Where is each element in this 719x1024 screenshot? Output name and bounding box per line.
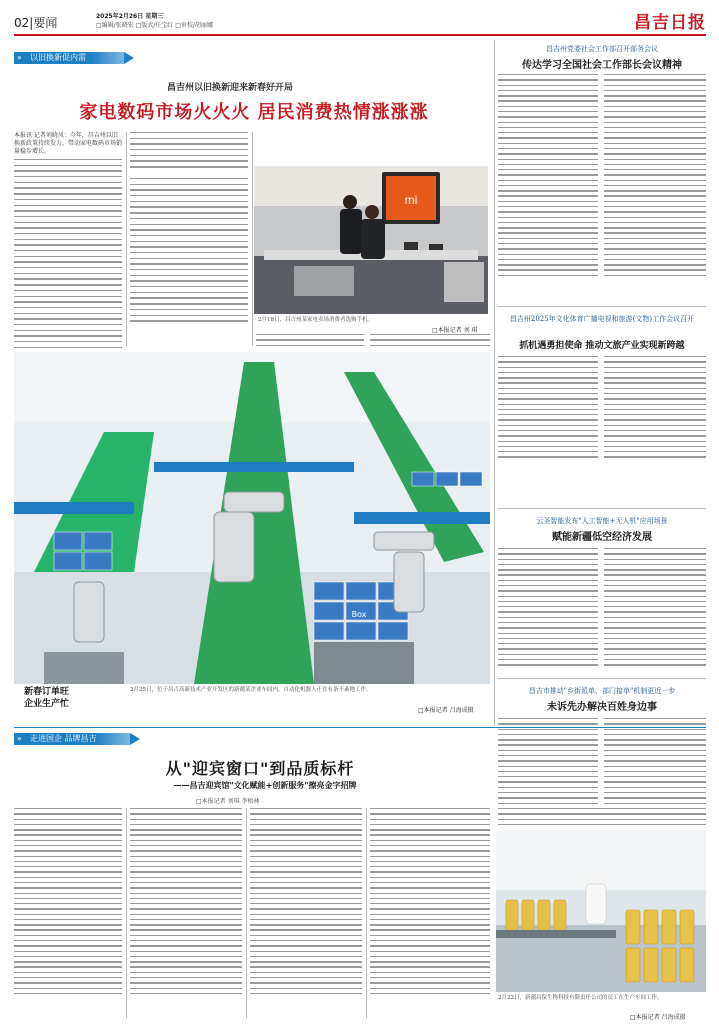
lead-paragraph: 本报讯 记者刘晓凤：今年，昌吉州以旧换新政策持续发力，带动家电数码市场销量稳步增长。 — [14, 132, 123, 155]
story1-headline: 传达学习全国社会工作部长会议精神 — [522, 60, 682, 71]
svg-text:mi: mi — [404, 193, 418, 207]
story-divider — [498, 678, 706, 679]
lead-body-text — [14, 132, 122, 358]
story2-body-col1 — [498, 356, 598, 462]
overlay-line-2: 企业生产忙 — [24, 699, 70, 709]
issue-date: 2025年2月26日 星期三 — [96, 13, 164, 20]
story4-headline: 未诉先办解决百姓身边事 — [547, 702, 657, 713]
bottling-photo — [496, 830, 706, 992]
story2-headline: 抓机遇勇担使命 推动文旅产业实现新跨越 — [519, 341, 685, 351]
story3-headline: 赋能新疆低空经济发展 — [552, 532, 652, 543]
banner-label: 以旧换新促内需 — [30, 53, 86, 62]
store-photo-caption: 2月18日，昌吉州某家电卖场消费者选购手机。 — [258, 317, 373, 323]
svg-text:Box: Box — [351, 610, 367, 619]
bottom-body-col2 — [130, 808, 242, 998]
banner-label: 走进国企 品牌昌吉 — [30, 734, 97, 743]
story3-kicker: 云圣智能发布"人工智能+无人机"应用场景 — [536, 517, 668, 525]
page-number: 02|要闻 — [14, 16, 58, 30]
store-photo — [254, 166, 488, 314]
bottling-photo-caption: 2月22日，新疆昌保生物科技有限责任公司的员工在生产车间工作。 — [498, 995, 663, 1001]
section-banner-bottom — [14, 733, 130, 745]
story1-body-col1 — [498, 74, 598, 280]
story-divider — [498, 306, 706, 307]
bottom-body-col4 — [370, 808, 490, 998]
story1-kicker: 昌吉州党委社会工作部召开部务会议 — [546, 45, 658, 53]
bottom-byline: □本报记者 刘琪 李梧林 — [196, 798, 260, 805]
store-photo-credit: □本报记者 刘 琪 — [432, 327, 478, 334]
masthead — [14, 6, 706, 36]
section-rule — [14, 727, 706, 728]
column-divider — [246, 808, 247, 1018]
bottom-subhead: ——昌吉迎宾馆"文化赋能+创新服务"擦亮金字招牌 — [173, 780, 357, 790]
section-banner-top — [14, 52, 124, 64]
story1-body-col2 — [604, 74, 706, 280]
bottom-headline: 从"迎宾窗口"到品质标杆 — [165, 759, 355, 778]
bottom-body-col5 — [498, 808, 706, 829]
lead-body-text-col2-lower — [130, 178, 248, 326]
column-divider — [366, 808, 367, 1018]
lead-body-text-col4 — [370, 334, 490, 350]
bottling-photo-credit: □本报记者 吕海成摄 — [630, 1014, 686, 1021]
lead-body-text-col3 — [256, 334, 364, 350]
newspaper-logo: 昌吉日报 — [634, 13, 706, 33]
masthead-meta — [96, 12, 213, 30]
double-chevron-icon: » — [17, 734, 22, 743]
lead-kicker: 昌吉州以旧换新迎来新春好开局 — [166, 83, 293, 93]
story3-body-col1 — [498, 548, 598, 669]
bottom-body-col3 — [250, 808, 362, 998]
story-divider — [498, 508, 706, 509]
story4-body-col1 — [498, 718, 598, 818]
story3-body-col2 — [604, 548, 706, 669]
double-chevron-icon: » — [17, 53, 22, 62]
story2-kicker: 昌吉州2025年文化体育广播电视和旅游(文物)工作会议召开 — [509, 315, 695, 323]
story4-kicker: 昌吉市推动"乡街派单、部门接单"机制更近一步 — [528, 687, 676, 695]
column-divider — [126, 132, 127, 346]
story4-body-col2 — [604, 718, 706, 818]
factory-photo — [14, 352, 490, 684]
overlay-line-1: 新春订单旺 — [24, 687, 70, 697]
right-column-divider — [494, 40, 495, 726]
editor-credits: □编辑/张晓宏 □版式/任宝红 □审校/胡丽娜 — [96, 22, 213, 29]
column-divider — [126, 808, 127, 1018]
factory-photo-caption: 2月25日，位于昌吉高新技术产业开发区的新疆某企业车间内，自动化机器人正在有条不紊地工作。 — [130, 687, 372, 693]
factory-overlay-title — [24, 686, 69, 710]
lead-body-text-col2 — [130, 132, 248, 172]
column-divider — [252, 132, 253, 346]
factory-photo-credit: □本报记者 吕海成摄 — [418, 707, 474, 714]
story2-body-col2 — [604, 356, 706, 462]
bottom-body-col1 — [14, 808, 122, 998]
lead-headline: 家电数码市场火火火 居民消费热情涨涨涨 — [79, 102, 429, 123]
